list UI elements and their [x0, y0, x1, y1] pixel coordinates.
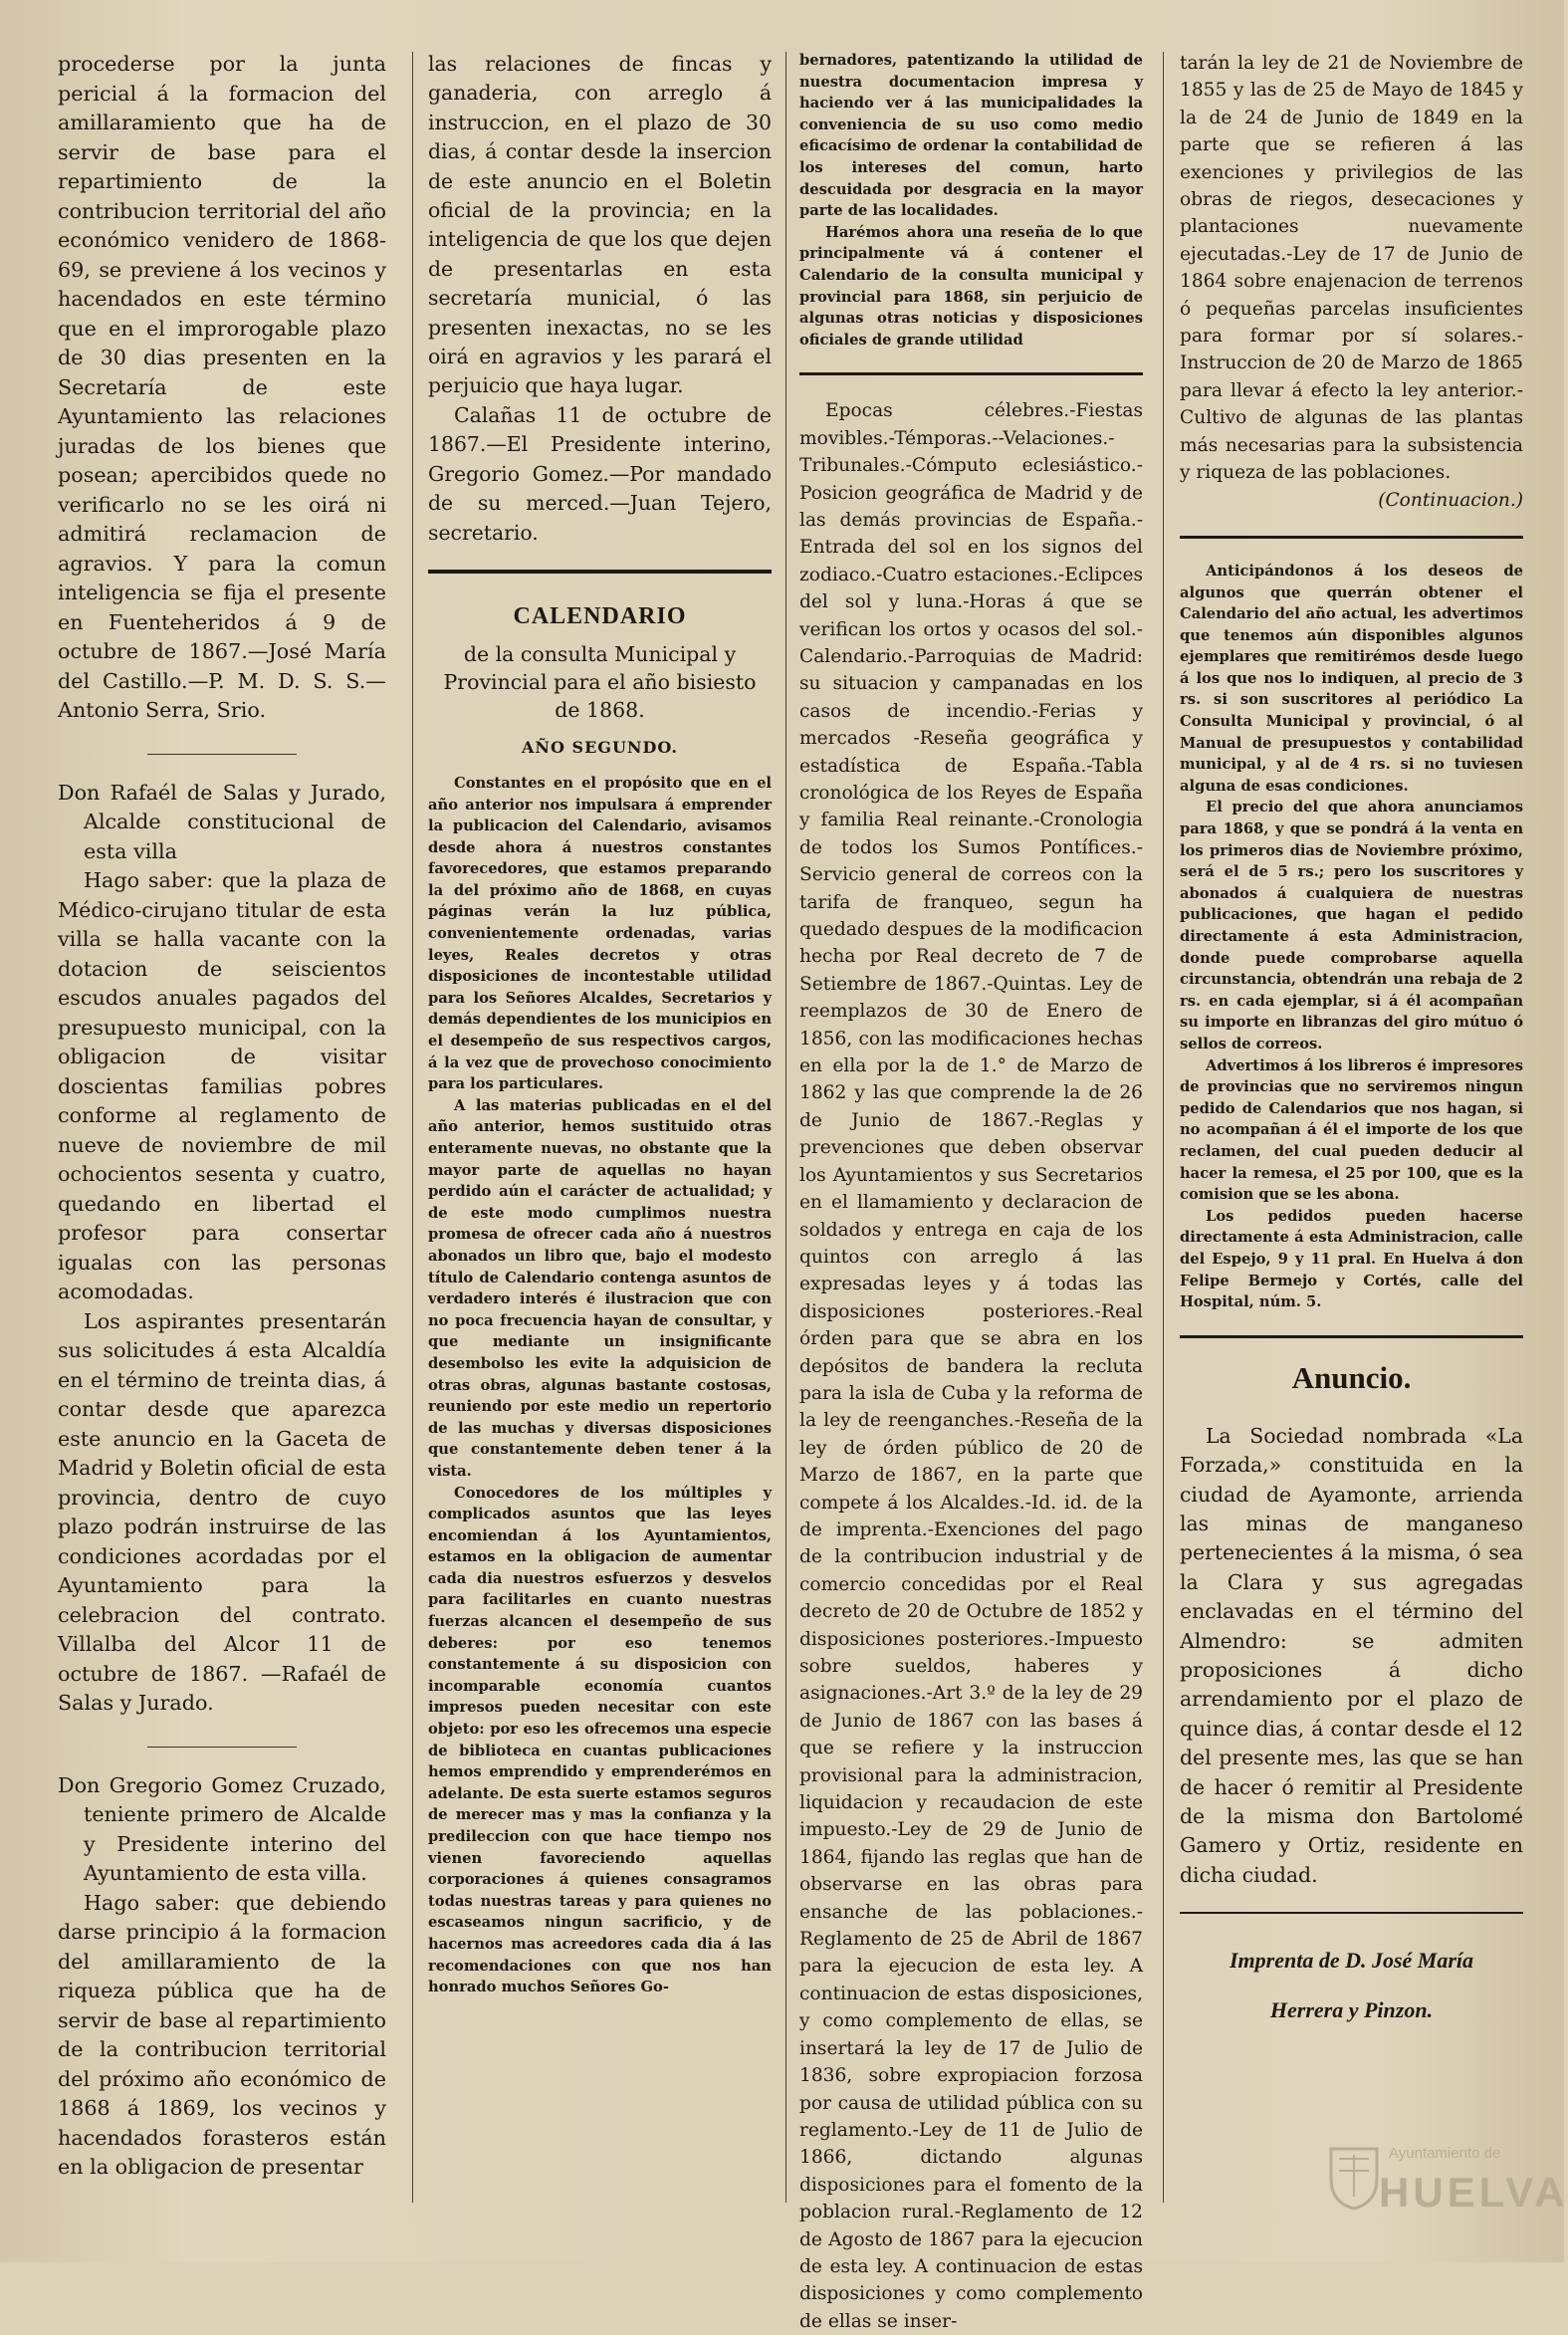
continuacion-label: (Continuacion.) — [1378, 489, 1523, 511]
separator-rule — [147, 1747, 297, 1748]
anuncio-body: La Sociedad nombrada «La Forzada,» constituida en la ciudad de Ayamonte, arrienda las minas de manganeso pertenecientes á la misma, ó sea la Clara y sus agregadas enclavadas en el término del Almendro: se admiten proposiciones á dicho arrendamiento por el plazo de quince dias, á contar desde el 12 del presente mes, las que se han de hacer ó remitir al Presidente de la misma don Bartolomé Gamero y Ortiz, residente en dicha ciudad. — [1180, 1423, 1523, 1887]
column-3 — [799, 50, 1143, 2332]
separator-rule — [147, 754, 297, 755]
notice-gomez-body: Hago saber: que debiendo darse principio á la formacion del amillaramiento de la riqueza pública que ha de servir de base al repartimiento de la contribucion territorial del próximo año económico de 1868 á 1869, los vecinos y hacendados forasteros están en la obligacion de presentar — [58, 1890, 386, 2179]
notice-salas-body-1: Hago saber: que la plaza de Médico-cirujano titular de esta villa se halla vacante con la dotacion de seiscientos escudos anuales pagados del presupuesto municipal, con la obligacion de visitar doscientas familias pobres conforme al reglamento de nueve de noviembre de mil ochocientos sesenta y cuatro, quedando en libertad el profesor para consertar igualas con las personas acomodadas. — [58, 868, 386, 1303]
section-rule — [799, 372, 1143, 375]
column-2 — [428, 50, 772, 2211]
section-rule — [428, 570, 772, 574]
libreros-paragraph: Advertimos á los libreros é impresores de provincias que no serviremos ningun pedido de Calendarios que nos hagan, si no acompañan á él el importe de los que reclamen, del cual pueden deducir al hacer la remesa, el 25 por 100, que es la comision que se les abona. — [1180, 1056, 1523, 1204]
section-rule — [1180, 1912, 1523, 1914]
notice-salas-heading: Don Rafaél de Salas y Jurado, Alcalde constitucional de esta villa — [58, 780, 386, 863]
contents-list-continuation: tarán la ley de 21 de Noviembre de 1855 y las de 25 de Mayo de 1845 y la de 24 de Junio de 1849 en la parte que se refieren á las exenciones y privilegios de las obras de riegos, desecaciones y plantaciones nuevamente ejecutadas.-Ley de 17 de Junio de 1864 sobre enajenacion de terrenos ó pequeñas parcelas insuficientes para formar por sí solares.-Instruccion de 20 de Marzo de 1865 para llevar á efecto la ley anterior.-Cultivo de algunas de las plantas más necesarias para la subsistencia y riqueza de las poblaciones. — [1180, 53, 1523, 484]
imprenta-line-2: Herrera y Pinzon. — [1269, 1997, 1434, 2023]
calendario-continuation: bernadores, patentizando la utilidad de nuestra documentacion impresa y haciendo ver á las municipalidades la conveniencia de su uso como medio eficacísimo de ordenar la contabilidad de los intereses del comun, harto descuidada por desgracia en la mayor parte de las localidades. — [799, 52, 1143, 220]
calendario-paragraph-1: Constantes en el propósito que en el año anterior nos impulsara á emprender la publicacion del Calendario, avisamos desde ahora á nuestros constantes favorecedores, que estamos preparando la del próximo año de 1868, en cuyas páginas verán la luz pública, convenientemente ordenadas, varias leyes, Reales decretos y otras disposiciones de incontestable utilidad para los Señores Alcaldes, Secretarios y demás dependientes de los municipios en el desempeño de sus respectivos cargos, á la vez que de provechoso conocimiento para los particulares. — [428, 774, 772, 1093]
section-rule — [1180, 536, 1523, 539]
anticipandonos-paragraph: Anticipándonos á los deseos de algunos que querrán obtener el Calendario del año actual, les advertimos que tenemos aún disponibles algunos ejemplares que remitirémos desde luego á los que nos lo indiquen, al precio de 3 rs. si son suscritores al periódico La Consulta Municipal y provincial, ó al Manual de presupuestos y contabilidad municipal, y al de 4 rs. si no tuviesen alguna de esas condiciones. — [1180, 562, 1523, 795]
notice-fuenteheridos: procederse por la junta pericial á la formacion del amillaramiento que ha de servir de base para el repartimiento de la contribucion territorial del año económico venidero de 1868-69, se previene á los vecinos y hacendados en este término que en el improrogable plazo de 30 dias presenten en la Secretaría de este Ayuntamiento las relaciones juradas de los bienes que posean; apercibidos quede no verificarlo no se les oirá ni admitirá reclamacion de agravios. Y para la comun inteligencia se fija el presente en Fuenteheridos á 9 de octubre de 1867.—José María del Castillo.—P. M. D. S. S.—Antonio Serra, Srio. — [58, 52, 386, 722]
ano-segundo-heading: AÑO SEGUNDO. — [522, 737, 678, 757]
watermark-line-2: HUELVA — [1379, 2169, 1568, 2216]
imprenta-line-1: Imprenta de D. José María — [1229, 1948, 1474, 1974]
notice-gomez-heading: Don Gregorio Gomez Cruzado, teniente primero de Alcalde y Presidente interino del Ayuntamiento de esta villa. — [58, 1772, 386, 1885]
notice-calanas-signature: Calañas 11 de octubre de 1867.—El Presidente interino, Gregorio Gomez.—Por mandado de su merced.—Juan Tejero, secretario. — [428, 402, 772, 545]
calendario-resena: Harémos ahora una reseña de lo que principalmente vá á contener el Calendario de la consulta municipal y provincial para 1868, sin perjuicio de algunas otras noticias y disposiciones oficiales de grande utilidad — [799, 223, 1143, 349]
anuncio-title: Anuncio. — [1291, 1359, 1412, 1395]
archive-watermark — [1319, 2139, 1568, 2248]
column-1 — [58, 50, 386, 2211]
calendario-paragraph-2: A las materias publicadas en el del año anterior, hemos sustituido otras enteramente nuevas, no obstante que la mayor parte de aquellas no hayan perdido aún el carácter de actualidad; y de este modo cumplimos nuestra promesa de ofrecer cada año á nuestros abonados un libro que, bajo el modesto título de Calendario contenga asuntos de verdadero interés é ilustracion que con no poca frecuencia hayan de consultar, y que mediante un insignificante desembolso les evite la adquisicion de otras obras, algunas bastante costosas, reuniendo por este medio un repertorio de las muchas y diversas disposiciones que constantemente deben tener á la vista. — [428, 1096, 772, 1480]
calendario-paragraph-3: Conocedores de los múltiples y complicados asuntos que las leyes encomiendan á los Ayuntamientos, estamos en la obligacion de aumentar cada dia nuestros esfuerzos y desvelos para facilitarles en cuanto nuestras fuerzas alcancen el desempeño de sus deberes: por eso tenemos constantemente á su disposicion con incomparable economía cuantos impresos pueden necesitar con este objeto: por eso les ofrecemos una especie de biblioteca en cuantas publicaciones hemos emprendido y emprenderémos en adelante. De esta suerte estamos seguros de merecer mas y mas la confianza y la predileccion con que hace tiempo nos vienen favoreciendo aquellas corporaciones á quienes consagramos todas nuestras tareas y para quienes no escaseamos ningun sacrificio, y de hacernos mas acreedores cada dia á las recomendaciones con que nos han honrado muchos Señores Go- — [428, 1484, 772, 1996]
column-divider — [412, 52, 413, 2203]
calendario-contents-list: Epocas célebres.-Fiestas movibles.-Témporas.--Velaciones.-Tribunales.-Cómputo eclesiástico.-Posicion geográfica de Madrid y de las demás provincias de España.-Entrada del sol en los signos del zodiaco.-Cuatro estaciones.-Eclipces del sol y luna.-Horas á que se verifican los ortos y ocasos del sol.-Calendario.-Parroquias de Madrid: su situacion y campanadas en los casos de incendio.-Ferias y mercados -Reseña geográfica y estadística de España.-Tabla cronológica de los Reyes de España y familia Real reinante.-Cronologia de todos los Sumos Pontífices.-Servicio general de correos con la tarifa de franqueo, segun ha quedado despues de la modificacion hecha por Real decreto de 7 de Setiembre de 1867.-Quintas. Ley de reemplazos de 30 de Enero de 1856, con las modificaciones hechas en ella por la de 1.° de Marzo de 1862 y las que comprende la de 26 de Junio de 1867.-Reglas y prevenciones que deben observar los Ayuntamientos y sus Secretarios en el llamamiento y declaracion de soldados y entrega en caja de los quintos con arreglo á las expresadas leyes y á todas las disposiciones posteriores.-Real órden para que se abra en los depósitos de bandera la recluta para la isla de Cuba y la reforma de la ley de reenganches.-Reseña de la ley de órden público de 20 de Marzo de 1867, en la parte que compete á los Alcaldes.-Id. id. de la de imprenta.-Exenciones del pago de la contribucion industrial y de comercio concedidas por el Real decreto de 20 de Octubre de 1852 y disposiciones posteriores.-Impuesto sobre sueldos, haberes y asignaciones.-Art 3.º de la ley de 29 de Junio de 1867 con las bases á que se refiere y la instruccion provisional para la administracion, liquidacion y recaudacion de este impuesto.-Ley de 29 de Junio de 1864, fijando las reglas que han de observarse en las obras para ensanche de las poblaciones.-Reglamento de 25 de Abril de 1867 para la ejecucion de esta ley. A continuacion de estas disposiciones, y como complemento de ellas, se insertará la ley de 17 de Julio de 1836, sobre expropiacion forzosa por causa de utilidad pública con su reglamento.-Ley de 11 de Julio de 1866, dictando algunas disposiciones para el fomento de la poblacion rural.-Reglamento de 12 de Agosto de 1867 para la ejecucion de esta ley. A continuacion de estas disposiciones y como complemento de ellas se inser- — [799, 400, 1143, 2332]
watermark-line-1: Ayuntamiento de — [1389, 2145, 1501, 2162]
column-divider — [1163, 52, 1164, 2203]
calendario-subtitle: de la consulta Municipal y Provincial para el año bisiesto de 1868. — [443, 641, 757, 722]
calendario-title: CALENDARIO — [513, 602, 687, 629]
column-divider — [785, 52, 786, 2203]
notice-salas-body-2: Los aspirantes presentarán sus solicitudes á esta Alcaldía en el término de treinta dias, á contar desde que aparezca este anuncio en la Gaceta de Madrid y Boletin oficial de esta provincia, dentro de cuyo plazo podrán instruirse de las condiciones acordadas por el Ayuntamiento para la celebracion del contrato. Villalba del Alcor 11 de octubre de 1867. —Rafaél de Salas y Jurado. — [58, 1308, 386, 1715]
pedidos-paragraph: Los pedidos pueden hacerse directamente á esta Administracion, calle del Espejo, 9 y 11 pral. En Huelva á don Felipe Bermejo y Cortés, calle del Hospital, núm. 5. — [1180, 1207, 1523, 1311]
column-4 — [1180, 50, 1523, 2211]
coat-of-arms-icon — [1327, 2145, 1381, 2211]
precio-paragraph: El precio del que ahora anunciamos para 1868, y que se pondrá á la venta en los primeros dias de Noviembre próximo, será el de 5 rs.; pero los suscritores y abonados á cualquiera de nuestras publicaciones, que hagan el pedido directamente á esta Administracion, donde puede comprobarse aquella circunstancia, obtendrán una rebaja de 2 rs. en cada ejemplar, si á él acompañan su importe en libranzas del giro mútuo ó sellos de correos. — [1180, 799, 1523, 1052]
notice-calanas-body: las relaciones de fincas y ganaderia, con arreglo á instruccion, en el plazo de 30 dias, á contar desde la insercion de este anuncio en el Boletin oficial de la provincia; en la inteligencia de que los que dejen de presentarlas en esta secretaría municial, ó las presenten inexactas, no se les oirá en agravios y les parará el perjuicio que haya lugar. — [428, 52, 772, 398]
section-rule — [1180, 1335, 1523, 1338]
